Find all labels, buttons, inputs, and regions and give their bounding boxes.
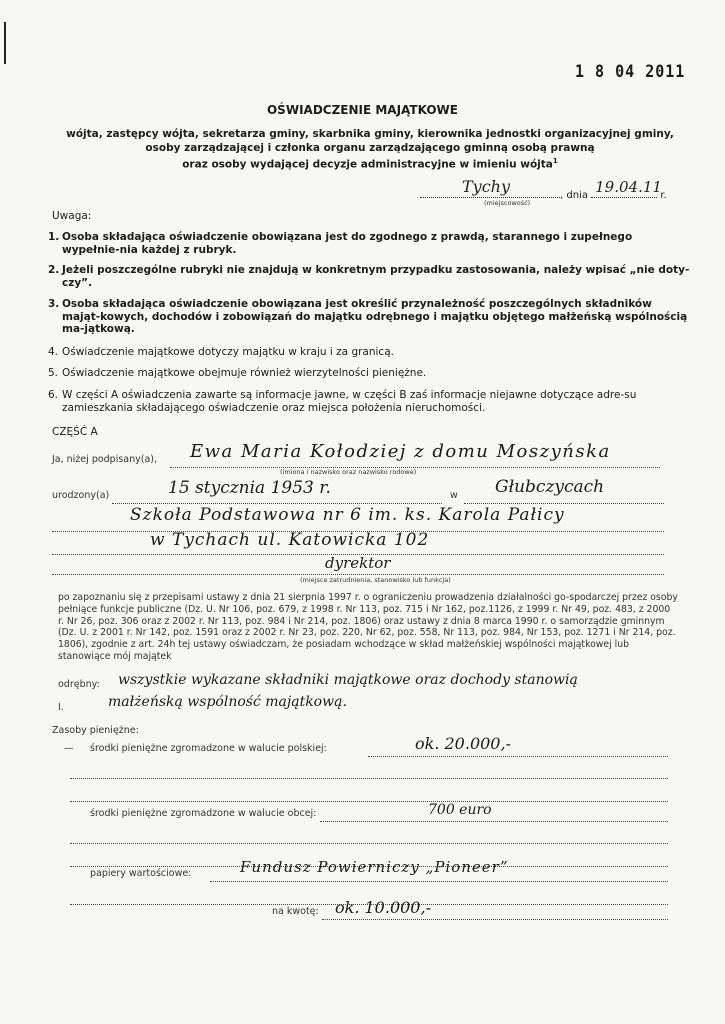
workplace-line-2: w Tychach ul. Katowicka 102 <box>150 530 430 550</box>
document-subtitle <box>40 128 700 172</box>
pln-value: ok. 20.000,- <box>415 734 511 753</box>
note-5-number: 5. <box>48 367 59 379</box>
note-2-number: 2. <box>48 264 60 276</box>
pln-dash: — <box>64 743 74 754</box>
note-1-number: 1. <box>48 231 60 243</box>
born-place-value: Głubczycach <box>495 477 605 497</box>
undersigned-label: Ja, niżej podpisany(a), <box>52 454 158 465</box>
subtitle-line-3-text: oraz osoby wydającej decyzje administracyjne w imieniu wójta <box>182 158 553 171</box>
resources-heading: Zasoby pieniężne: <box>52 725 139 736</box>
pln-field[interactable] <box>368 755 668 757</box>
dnia-label: , dnia <box>560 190 588 201</box>
note-1 <box>48 231 692 256</box>
scan-edge-mark <box>4 22 6 64</box>
note-3 <box>48 298 692 336</box>
amount-field[interactable] <box>322 918 668 920</box>
separate-note-line-1: wszystkie wykazane składniki majątkowe oraz dochody stanowią <box>118 672 578 688</box>
born-date-value: 15 stycznia 1953 r. <box>168 478 331 498</box>
note-3-number: 3. <box>48 298 60 310</box>
note-3-text: Osoba składająca oświadczenie obowiązana jest określić przynależność poszczególnych składników mająt-kowych, dochodów i zobowiązań do majątku odrębnego i majątku objętego małżeńską wspólnością ma-jątkową. <box>62 298 688 336</box>
pln-extra-line-2[interactable] <box>70 800 668 802</box>
date-suffix: r. <box>660 190 667 201</box>
subtitle-line-3 <box>40 155 700 172</box>
legal-basis-text: po zapoznaniu się z przepisami ustawy z dnia 21 sierpnia 1997 r. o ograniczeniu prowadzenia działalności go-spodarczej przez osoby pełniące funkcje publiczne (Dz. U. Nr 106, poz. 679, z 1998 r. Nr 113, poz. 715 i Nr 162, poz.1126, z 1999 r. Nr 49, poz. 483, z 2000 r. Nr 26, poz. 306 oraz z 2002 r. Nr 113, poz. 984 i Nr 214, poz. 1806) oraz ustawy z dnia 8 marca 1990 r. o samorządzie gminnym (Dz. U. z 2001 r. Nr 142, poz. 1591 oraz z 2002 r. Nr 23, poz. 220, Nr 62, poz. 558, Nr 113, poz. 984, Nr 153, poz. 1271 i Nr 214, poz. 1806), zgodnie z art. 24h tej ustawy oświadczam, że posiadam wchodzące w skład małżeńskiej wspólności majątkowej lub stanowiące mój majątek <box>58 592 678 662</box>
born-in-label: w <box>450 490 458 501</box>
name-value: Ewa Maria Kołodziej z domu Moszyńska <box>190 441 611 462</box>
subtitle-line-2: osoby zarządzającej i członka organu zarządzającego gminną osobą prawną <box>145 141 595 154</box>
securities-label: papiery wartościowe: <box>90 868 192 879</box>
note-4-text: Oświadczenie majątkowe dotyczy majątku w kraju i za granicą. <box>62 346 394 358</box>
workplace-line-1: Szkoła Podstawowa nr 6 im. ks. Karola Pałicy <box>130 505 565 525</box>
separate-note-line-2: małżeńską wspólność majątkową. <box>108 694 347 710</box>
date-field[interactable] <box>591 178 662 198</box>
position-field[interactable] <box>52 573 664 575</box>
footnote-marker: 1 <box>552 157 558 165</box>
foreign-value: 700 euro <box>428 802 492 818</box>
place-date-row <box>420 177 667 201</box>
note-5-text: Oświadczenie majątkowe obejmuje również wierzytelności pieniężne. <box>62 367 427 379</box>
securities-value: Fundusz Powierniczy „Pioneer” <box>240 858 509 876</box>
note-2 <box>48 264 692 289</box>
foreign-field[interactable] <box>320 820 668 822</box>
born-place-field[interactable] <box>464 502 664 504</box>
position-value: dyrektor <box>325 554 391 572</box>
note-2-text: Jeżeli poszczególne rubryki nie znajdują w konkretnym przypadku zastosowania, należy wpisać „nie doty-czy”. <box>62 264 690 289</box>
received-date-stamp: 1 8 04 2011 <box>575 60 686 82</box>
foreign-extra-line-1[interactable] <box>70 842 668 844</box>
note-6-number: 6. <box>48 389 59 401</box>
securities-field[interactable] <box>210 880 668 882</box>
amount-label: na kwotę: <box>272 906 319 917</box>
foreign-label: środki pieniężne zgromadzone w walucie obcej: <box>90 808 317 819</box>
note-6-text: W części A oświadczenia zawarte są informacje jawne, w części B zaś informacje niejawne dotyczące adre-su zamieszkania składającego oświadczenie oraz miejsca położenia nieruchomości. <box>62 389 637 414</box>
amount-value: ok. 10.000,- <box>335 898 431 917</box>
note-6 <box>48 389 692 414</box>
place-field[interactable] <box>420 177 560 198</box>
place-value: Tychy <box>462 177 511 196</box>
note-4 <box>48 346 692 359</box>
document-title: OŚWIADCZENIE MAJĄTKOWE <box>266 103 458 117</box>
name-caption: (imiona i nazwisko oraz nazwisko rodowe) <box>280 468 417 476</box>
born-date-field[interactable] <box>112 502 442 504</box>
date-value: 19.04.11 <box>595 178 662 196</box>
separate-label: odrębny: <box>58 679 100 690</box>
place-caption: (miejscowość) <box>484 199 531 207</box>
note-4-number: 4. <box>48 346 59 358</box>
work-caption: (miejsce zatrudnienia, stanowisko lub funkcja) <box>300 576 451 584</box>
pln-label: środki pieniężne zgromadzone w walucie polskiej: <box>90 743 327 754</box>
note-5 <box>48 367 692 380</box>
section-i-number: I. <box>58 702 64 713</box>
part-a-heading: CZĘŚĆ A <box>52 426 98 438</box>
pln-extra-line-1[interactable] <box>70 777 668 779</box>
uwaga-label: Uwaga: <box>52 210 92 222</box>
subtitle-line-1: wójta, zastępcy wójta, sekretarza gminy, skarbnika gminy, kierownika jednostki organizacyjnej gminy, <box>66 128 674 140</box>
born-label: urodzony(a) <box>52 490 110 501</box>
note-1-text: Osoba składająca oświadczenie obowiązana jest do zgodnego z prawdą, starannego i zupełnego wypełnie-nia każdej z rubryk. <box>62 231 633 256</box>
